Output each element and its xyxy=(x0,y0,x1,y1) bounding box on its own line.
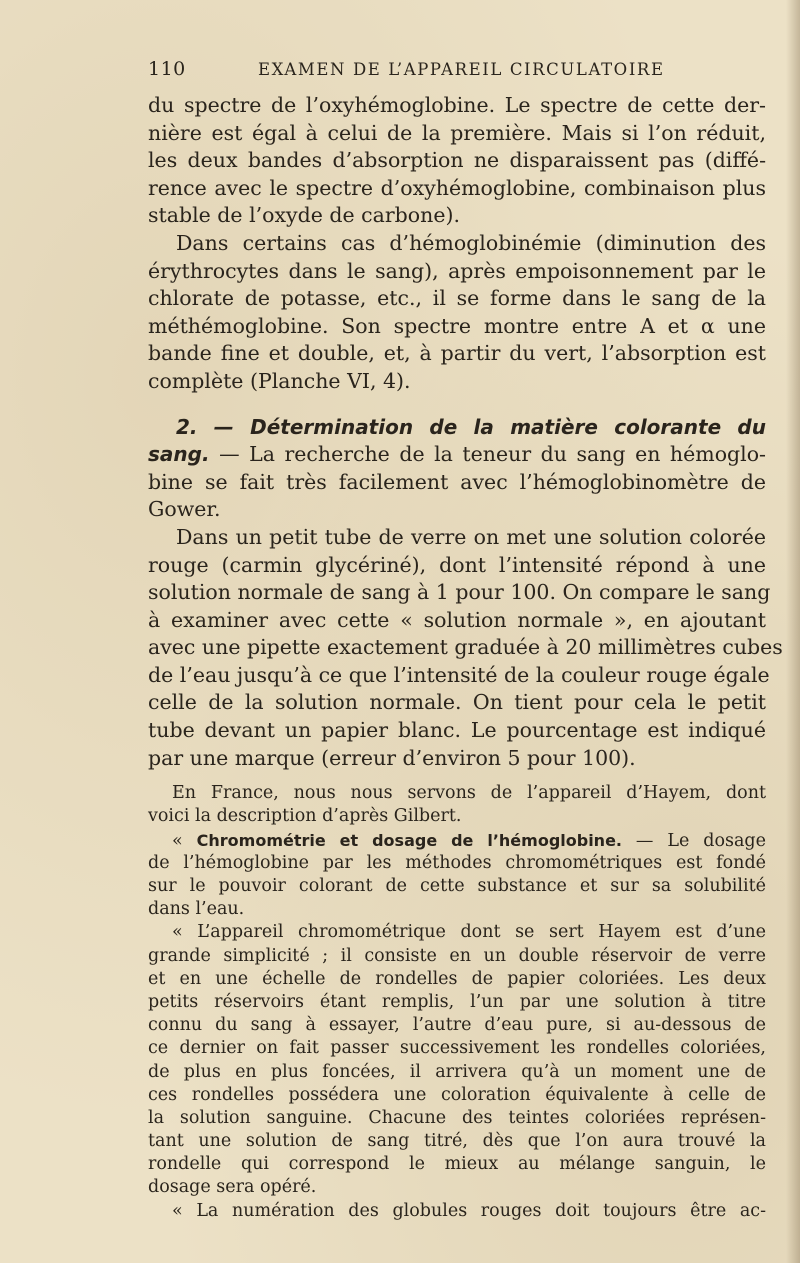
text-line: dans l’eau. xyxy=(148,899,245,920)
section-heading-text: 2. — Détermination de la matière colorante du xyxy=(176,414,766,439)
text-line: de l’hémoglobine par les méthodes chromométriques est fondé xyxy=(148,852,766,873)
text-line: la solution sanguine. Chacune des teintes coloriées représen- xyxy=(148,1107,766,1128)
text-line: nière est égal à celui de la première. Mais si l’on réduit, xyxy=(148,120,766,145)
text-line: bande fine et double, et, à partir du vert, l’absorption est xyxy=(148,341,766,366)
small-heading-rest: — Le dosage xyxy=(622,830,766,851)
text-line: Gower. xyxy=(148,497,221,522)
text-line: et en une échelle de rondelles de papier coloriées. Les deux xyxy=(148,968,766,989)
text-line: complète (Planche VI, 4). xyxy=(148,368,411,393)
small-print-block xyxy=(148,782,766,1223)
text-line: les deux bandes d’absorption ne disparaissent pas (diffé- xyxy=(148,148,766,173)
text-line: tant une solution de sang titré, dès que l’on aura trouvé la xyxy=(148,1131,766,1152)
text-line: tube devant un papier blanc. Le pourcentage est indiqué xyxy=(148,718,766,743)
quote-mark: « xyxy=(172,830,197,851)
text-line: sur le pouvoir colorant de cette substance et sur sa solubilité xyxy=(148,876,766,896)
text-line: du spectre de l’oxyhémoglobine. Le spectre de cette der- xyxy=(148,93,766,117)
text-line: Dans certains cas d’hémoglobinémie (diminution des xyxy=(176,230,766,255)
text-line: celle de la solution normale. On tient pour cela le petit xyxy=(148,690,766,715)
text-line: connu du sang à essayer, l’autre d’eau pure, si au-dessous de xyxy=(148,1015,766,1036)
text-line: ces rondelles possédera une coloration équivalente à celle de xyxy=(148,1084,766,1105)
text-line: chlorate de potasse, etc., il se forme dans le sang de la xyxy=(148,286,766,311)
text-line: rouge (carmin glycériné), dont l’intensité répond à une xyxy=(148,552,766,577)
page-number: 110 xyxy=(148,58,186,80)
paragraph-spectrum-continuation xyxy=(148,92,766,230)
section-spacer xyxy=(148,396,766,414)
page-edge-shadow xyxy=(786,0,800,1263)
text-line: à examiner avec cette « solution normale », en ajoutant xyxy=(148,607,766,632)
text-line: dosage sera opéré. xyxy=(148,1177,317,1198)
text-line: par une marque (erreur d’environ 5 pour 100). xyxy=(148,745,636,770)
paragraph-methemoglobin xyxy=(148,230,766,396)
text-line: érythrocytes dans le sang), après empoisonnement par le xyxy=(148,258,766,283)
text-line: petits réservoirs étant remplis, l’un par une solution à titre xyxy=(148,991,766,1012)
body-text xyxy=(148,92,783,1223)
text-line: grande simplicité ; il consiste en un double réservoir de verre xyxy=(148,945,766,966)
text-line: de plus en plus foncées, il arrivera qu’à un moment une de xyxy=(148,1061,766,1082)
section-line-rest: — La recherche de la teneur du sang en hémoglo- xyxy=(209,442,766,467)
section-heading xyxy=(148,414,766,442)
text-line: « L’appareil chromométrique dont se sert Hayem est d’une xyxy=(172,922,766,943)
small-section-heading: Chromométrie et dosage de l’hémoglobine. xyxy=(196,830,622,850)
text-line: ce dernier on fait passer successivement les rondelles coloriées, xyxy=(148,1038,766,1059)
text-line: « La numération des globules rouges doit toujours être ac- xyxy=(172,1200,766,1221)
running-head xyxy=(148,58,668,84)
text-line: solution normale de sang à 1 pour 100. On compare le sang xyxy=(148,580,771,605)
text-line xyxy=(148,829,766,852)
section-heading-text-end: sang. xyxy=(148,442,210,467)
text-line: rence avec le spectre d’oxyhémoglobine, combinaison plus xyxy=(148,175,766,200)
text-line: avec une pipette exactement graduée à 20 millimètres cubes xyxy=(148,635,783,660)
text-line: En France, nous nous servons de l’appareil d’Hayem, dont xyxy=(172,783,766,804)
text-line: rondelle qui correspond le mieux au mélange sanguin, le xyxy=(148,1154,766,1175)
text-line xyxy=(148,441,766,469)
paragraph-gower-method xyxy=(148,524,783,772)
text-line: stable de l’oxyde de carbone). xyxy=(148,203,460,228)
text-line: de l’eau jusqu’à ce que l’intensité de la couleur rouge égale xyxy=(148,662,770,687)
text-line: voici la description d’après Gilbert. xyxy=(148,806,462,827)
running-title: EXAMEN DE L’APPAREIL CIRCULATOIRE xyxy=(258,60,665,79)
text-line: bine se fait très facilement avec l’hémoglobinomètre de xyxy=(148,469,766,494)
text-line: Dans un petit tube de verre on met une solution colorée xyxy=(176,524,766,549)
text-line: méthémoglobine. Son spectre montre entre A et α une xyxy=(148,313,766,338)
section-determination xyxy=(148,414,766,524)
